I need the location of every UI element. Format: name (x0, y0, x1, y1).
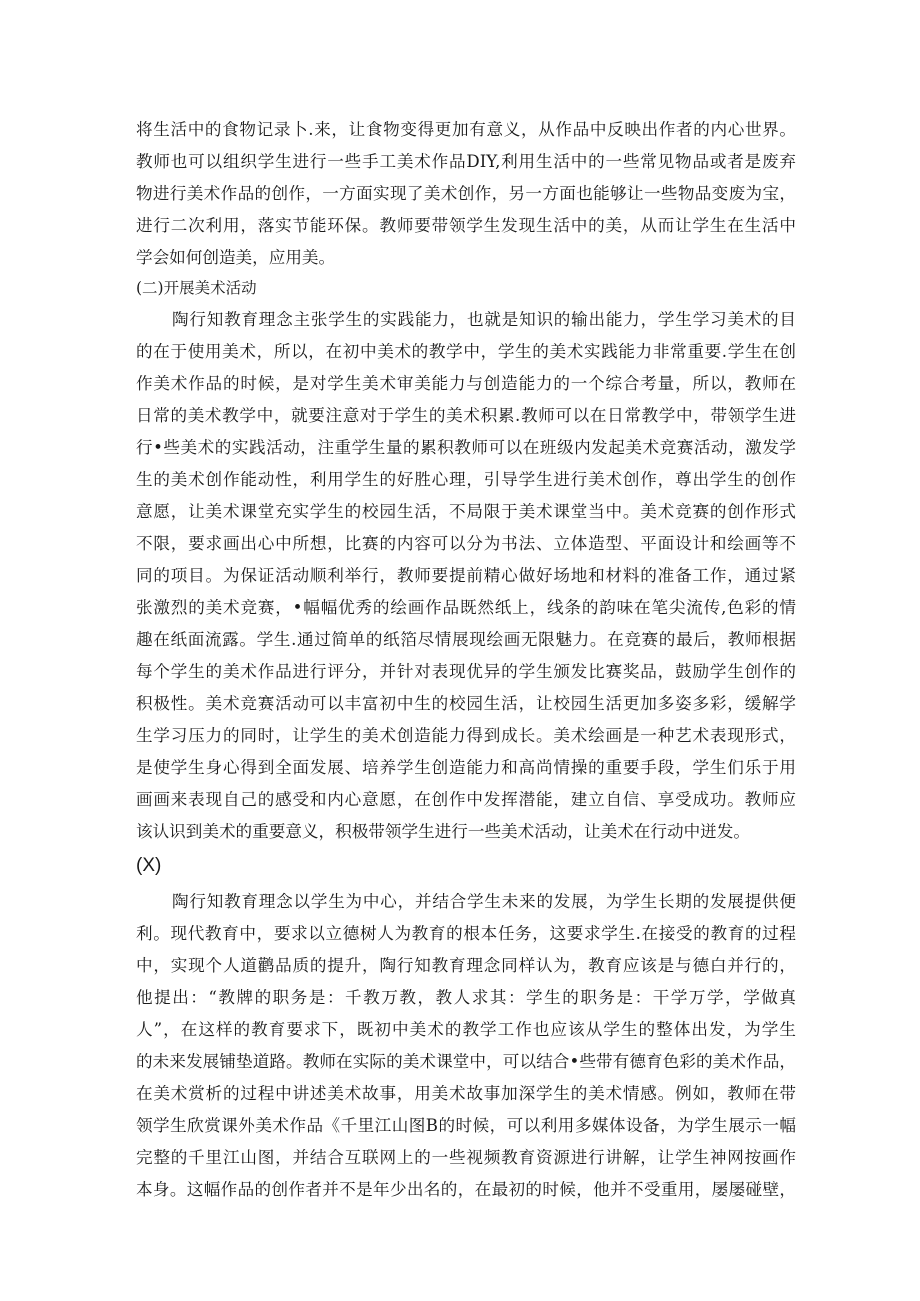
paragraph-line: 行•些美术的实践活动，注重学生量的累积教师可以在班级内发起美术竞赛活动，激发学 (136, 438, 796, 457)
paragraph-line: 趣在纸面流露。学生.通过简单的纸箔尽情展现绘画无限魅力。在竞赛的最后，教师根据 (136, 630, 796, 649)
paragraph-line: 陶行知教育理念主张学生的实践能力，也就是知识的输出能力，学生学习美术的目 (172, 310, 796, 329)
paragraph-line: 本身。这幅作品的创作者并不是年少出名的，在最初的时候，他并不受重用，屡屡碰壁， (136, 1180, 796, 1199)
paragraph-line: 生的美术创作能动性，利用学生的好胜心理，引导学生进行美术创作，尊出学生的创作 (136, 470, 796, 489)
paragraph-line: 他提出：“教牌的职务是：千教万教，教人求其：学生的职务是：干学万学，学做真 (136, 988, 796, 1007)
paragraph-line: 的在于使用美术，所以，在初中美术的教学中，学生的美术实践能力非常重要.学生在创 (136, 342, 796, 361)
paragraph-line: 同的项目。为保证活动顺利举行，教师要提前精心做好场地和材料的准备工作，通过紧 (136, 566, 796, 585)
paragraph-line: 学会如何创造美，应用美。 (136, 248, 336, 267)
paragraph-line: 日常的美术教学中，就要注意对于学生的美术积累.教师可以在日常教学中，带领学生进 (136, 406, 796, 425)
paragraph-line: 将生活中的食物记录卜.来，让食物变得更加有意义，从作品中反映出作者的内心世界。 (136, 120, 796, 139)
paragraph-line: 在美术赏析的过程中讲述美术故事，用美术故事加深学生的美术情感。例如，教师在带 (136, 1084, 796, 1103)
paragraph-line: 意愿，让美术课堂充实学生的校园生活，不局限于美术课堂当中。美术竞赛的创作形式 (136, 502, 796, 521)
paragraph-line: 每个学生的美术作品进行评分，并针对表现优异的学生颁发比赛奖品，鼓励学生创作的 (136, 662, 796, 681)
paragraph-line: 领学生欣赏课外美术作品《千里江山图B的时候，可以利用多媒体设备，为学生展示一幅 (136, 1116, 796, 1135)
section-heading-activities: (二)开展美术活动 (136, 279, 257, 297)
paragraph-line: 不限，要求画出心中所想，比赛的内容可以分为书法、立体造型、平面设计和绘画等不 (136, 534, 796, 553)
paragraph-line: 作美术作品的时候，是对学生美术审美能力与创造能力的一个综合考量，所以，教师在 (136, 374, 796, 393)
paragraph-line: 人”，在这样的教育要求下，既初中美术的教学工作也应该从学生的整体出发，为学生 (136, 1020, 796, 1039)
paragraph-line: 教师也可以组织学生进行一些手工美术作品DIY,利用生活中的一些常见物品或者是废弃 (136, 152, 796, 171)
paragraph-line: 画画来表现自己的感受和内心意愿，在创作中发挥潜能，建立自信、享受成功。教师应 (136, 790, 796, 809)
paragraph-line: 的未来发展铺垫道路。教师在实际的美术课堂中，可以结合•些带有德育色彩的美术作品， (136, 1052, 796, 1071)
paragraph-line: 物进行美术作品的创作，一方面实现了美术创作，另一方面也能够让一些物品变废为宝， (136, 184, 796, 203)
paragraph-line: 中，实现个人道鹳品质的提升，陶行知教育理念同样认为，教育应该是与德白并行的， (136, 956, 796, 975)
paragraph-line: 是使学生身心得到全面发展、培养学生创造能力和高尚情操的重要手段，学生们乐于用 (136, 758, 796, 777)
section-heading-x: (X) (136, 855, 162, 876)
paragraph-line: 陶行知教育理念以学生为中心，并结合学生未来的发展，为学生长期的发展提供便 (172, 892, 796, 911)
paragraph-line: 利。现代教育中，要求以立德树人为教育的根本任务，这要求学生.在接受的教育的过程 (136, 924, 796, 943)
paragraph-line: 积极性。美术竞赛活动可以丰富初中生的校园生活，让校园生活更加多姿多彩，缓解学 (136, 694, 796, 713)
paragraph-line: 完整的千里江山图，并结合互联网上的一些视频教育资源进行讲解，让学生神网按画作 (136, 1148, 796, 1167)
paragraph-line: 张激烈的美术竞赛，•幅幅优秀的绘画作品既然纸上，线条的韵味在笔尖流传,色彩的情 (136, 598, 796, 617)
paragraph-line: 生学习压力的同时，让学生的美术创造能力得到成长。美术绘画是一种艺术表现形式， (136, 726, 796, 745)
paragraph-line: 该认识到美术的重要意义，积极带领学生进行一些美术活动，让美术在行动中迸发。 (136, 822, 750, 841)
paragraph-line: 进行二次利用，落实节能环保。教师要带领学生发现生活中的美，从而让学生在生活中 (136, 216, 796, 235)
